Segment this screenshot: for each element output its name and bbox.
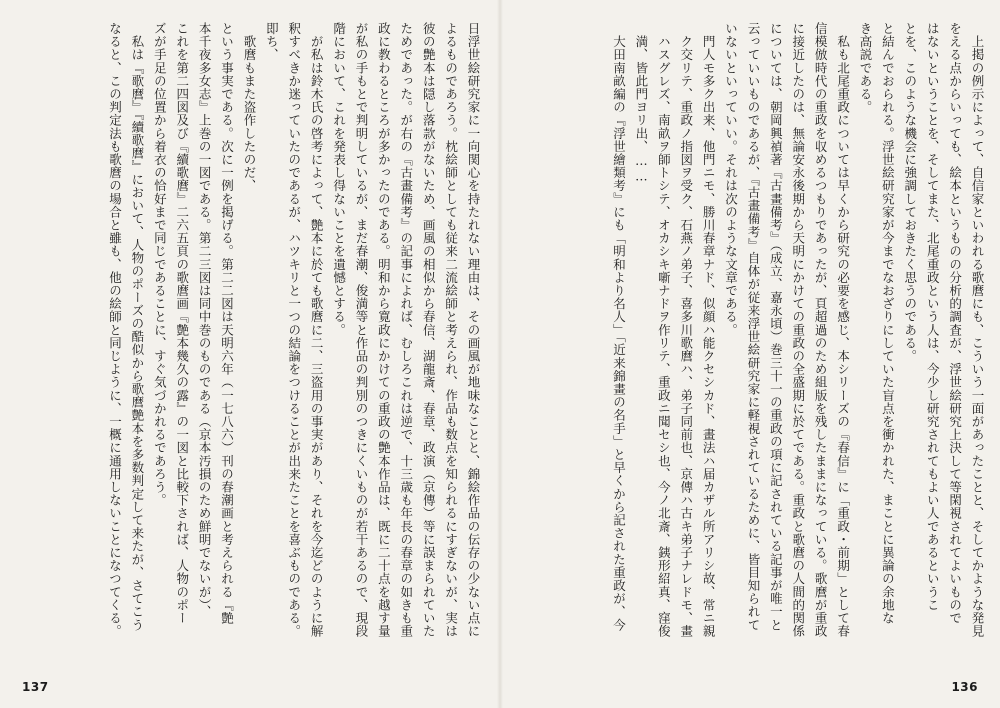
text-line: ク交リテ、重政ノ指図ヲ受ク、石燕ノ弟子、喜多川歌麿ハ、弟子同前也、京傳ハ古キ弟子ナレドモ、畫 bbox=[678, 22, 694, 638]
text-line: 信模倣時代の重政を収めるつもりであったが、頁超過のため組版を残したままになっている。歌麿が重政 bbox=[813, 22, 829, 638]
page-number-left: 137 bbox=[22, 680, 49, 694]
text-line: よるものであろう。枕絵師としても従来二流絵師と考えられ、作品も数点を知られるにすぎないが、実は bbox=[443, 22, 459, 638]
text-line: ためであった。が右の『古畫備考』の記事によれば、むしろこれは逆で、十三歳も年長の春章の如きも重 bbox=[398, 22, 414, 638]
right-page-body bbox=[607, 22, 988, 662]
text-line: 歌麿もまた盗作したのだ、 bbox=[241, 22, 257, 193]
text-line: とを、このような機会に強調しておきたく思うのである。 bbox=[902, 22, 918, 363]
text-line: 私も北尾重政については早くから研究の必要を感じ、本シリーズの『春信』に「重政・前期」として春 bbox=[835, 22, 851, 638]
text-line: はないということを、そしてまた、北尾重政という人は、今少し研究されてもよい人であるというこ bbox=[925, 22, 941, 612]
text-line: 政に教わるところが多かったのである。明和から寛政にかけての重政の艶本作品は、既に二十点を越す量 bbox=[376, 22, 392, 638]
text-line: なると、この判定法も歌麿の場合と雖も、他の絵師と同じように、一概に通用しないことになつてくる。 bbox=[107, 22, 123, 638]
text-line: 上掲の例示によって、自信家といわれる歌麿にも、こういう一面があったことと、そしてかような発見 bbox=[970, 22, 985, 638]
left-page-body bbox=[103, 22, 484, 662]
text-line: に接近したのは、無論安永後期から天明にかけての重政の全盛期に於てである。重政と歌麿の人間的関係 bbox=[790, 22, 806, 638]
text-line: 門人モ多ク出来、他門ニモ、勝川春章ナド、似顔ハ能クセシカド、畫法ハ届カザル所アリシ故、常ニ親 bbox=[701, 22, 717, 638]
text-line: 釈すべきか迷っていたのであるが、ハツキリと一つの結論をつけることが出来たことを喜ぶものである。 bbox=[286, 22, 302, 638]
text-line: 階において、これを発表し得ないことを遺憾とする。 bbox=[331, 22, 347, 337]
text-line: これを第二四図及び『續歌麿』二六五頁の歌麿画『艶本幾久の露』の一図と比較下されば、人物のポー bbox=[174, 22, 190, 625]
text-line: が私の手もとで判明しているが、まだ春潮、俊満等と作品の判別のつきにくいものが若干あるので、現段 bbox=[353, 22, 369, 638]
text-line: 云っていいものであるが、『古畫備考』自体が従来浮世絵研究家に軽視されているために、皆目知られて bbox=[745, 22, 761, 632]
text-line: 日浮世絵研究家に一向関心を持たれない理由は、その画風が地味なことと、錦絵作品の伝存の少ない点に bbox=[466, 22, 481, 638]
text-line: をえる点からいっても、絵本というものの分析的調査が、浮世絵研究上決して等閑視されてよいもので bbox=[947, 22, 963, 625]
text-line: と結んでおられる。浮世絵研究家が今までなおざりにしていた盲点を衝かれた、まことに異論の余地な bbox=[880, 22, 896, 625]
text-line: という事実である。次に一例を掲げる。第二二図は天明六年（一七八六）刊の春潮画と考えられる『艶 bbox=[219, 22, 235, 625]
page-number-right: 136 bbox=[951, 680, 978, 694]
text-line: 彼の艶本は隠し落款がないため、画風の相似から春信、湖龍斎、春章、政演（京傳）等に誤まられていた bbox=[421, 22, 437, 638]
text-line: が私は鈴木氏の啓考によって、艶本に於ても歌麿に二、三盗用の事実があり、それを今迄どのように解 bbox=[309, 22, 325, 638]
text-line: ズが手足の位置から着衣の恰好まで同じであることに、すぐ気づかれるであろう。 bbox=[152, 22, 168, 507]
text-line: いないといっていい。それは次のような文章である。 bbox=[723, 22, 739, 337]
text-line: 私は『歌麿』『續歌麿』において、人物のポーズの酷似から歌麿艶本を多数判定して来たが、さてこう bbox=[129, 22, 145, 632]
text-line: については、朝岡興禎著『古畫備考』（成立、嘉永頃）巻三十一の重政の項に記されている記事が唯一と bbox=[768, 22, 784, 632]
text-line: 大田南畝編の『浮世繪類考』にも「明和より名人」「近来錦畫の名手」と早くから記された重政が、今 bbox=[611, 22, 627, 632]
text-line: 即ち、 bbox=[264, 22, 280, 62]
text-line: ハスグレズ、南畝ヲ師トシテ、オカシキ噺ナドヲ作リテ、重政ニ聞セシ也、今ノ北斎、銕形紹真、窪俊 bbox=[656, 22, 672, 638]
right-page bbox=[500, 0, 1000, 708]
text-line: き高説である。 bbox=[857, 22, 873, 114]
text-line: 満、皆此門ヨリ出、…… bbox=[633, 22, 649, 185]
text-line: 本千夜多女志』上巻の一図である。第二三図は同中巻のものである（京本汚損のため鮮明でないが）、 bbox=[197, 22, 213, 619]
